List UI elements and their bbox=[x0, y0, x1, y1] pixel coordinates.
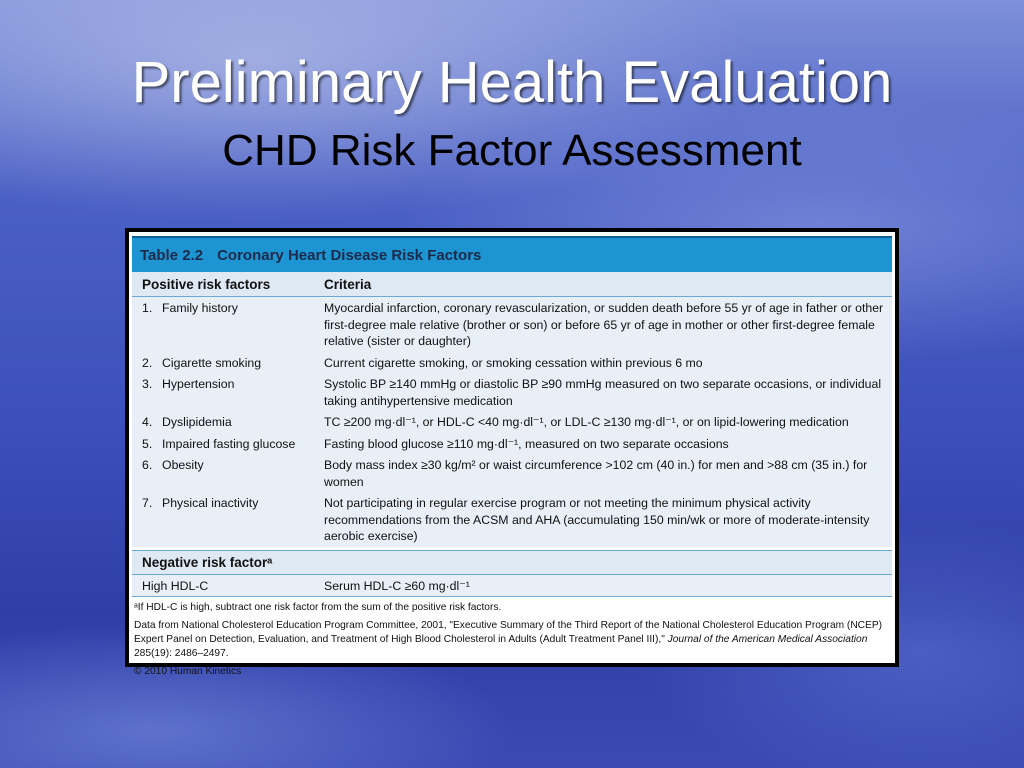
column-header-criteria: Criteria bbox=[324, 276, 372, 292]
row-criteria: Fasting blood glucose ≥110 mg·dl⁻¹, measured on two separate occasions bbox=[324, 436, 729, 451]
table-source bbox=[134, 619, 890, 661]
row-criteria: Body mass index ≥30 kg/m² or waist circumference >102 cm (40 in.) for men and >88 cm (35 in.) for women bbox=[324, 458, 868, 489]
row-number: 6. bbox=[142, 458, 153, 472]
column-headers bbox=[132, 272, 892, 297]
row-criteria: Current cigarette smoking, or smoking cessation within previous 6 mo bbox=[324, 355, 703, 370]
table-row bbox=[132, 297, 892, 352]
row-number: 1. bbox=[142, 301, 153, 315]
row-number: 5. bbox=[142, 436, 153, 451]
table-row bbox=[132, 373, 892, 411]
row-criteria: Systolic BP ≥140 mmHg or diastolic BP ≥90 mmHg measured on two separate occasions, or individual taking antihypertensive medication bbox=[324, 377, 882, 408]
risk-factor-table-image bbox=[125, 228, 899, 677]
row-factor: Impaired fasting glucose bbox=[162, 436, 296, 451]
table-footnote: ᵃIf HDL-C is high, subtract one risk factor from the sum of the positive risk factors. bbox=[134, 602, 502, 613]
row-factor: Physical inactivity bbox=[162, 496, 259, 510]
table-row bbox=[132, 575, 892, 598]
slide-subtitle: CHD Risk Factor Assessment bbox=[222, 126, 802, 175]
table-row bbox=[132, 492, 892, 547]
row-factor: Cigarette smoking bbox=[162, 355, 262, 370]
row-factor: Obesity bbox=[162, 458, 204, 472]
row-factor: Dyslipidemia bbox=[162, 415, 232, 429]
table-row bbox=[132, 352, 892, 374]
table-row bbox=[132, 411, 892, 433]
source-text: Data from National Cholesterol Education Program Committee, 2001, "Executive Summary of the Third Report of the National Cholesterol Education Program (NCEP) Expert Panel on Detection, Evaluation, and Treatment of High Blood Cholesterol in Adults (Adult Treatment Panel III)," bbox=[134, 620, 883, 645]
table-title: Coronary Heart Disease Risk Factors bbox=[217, 246, 482, 264]
row-criteria: Myocardial infarction, coronary revascularization, or sudden death before 55 yr of age in father or other first-degree male relative (brother or son) or before 65 yr of age in mother or other first-degree female relative (sister or daughter) bbox=[324, 301, 884, 348]
row-factor: Family history bbox=[162, 301, 238, 315]
row-factor: High HDL-C bbox=[142, 578, 209, 593]
row-number: 7. bbox=[142, 496, 153, 510]
copyright: © 2010 Human Kinetics bbox=[134, 666, 242, 677]
negative-factor-header: Negative risk factorᵃ bbox=[132, 550, 892, 575]
source-citation: 285(19): 2486–2497. bbox=[134, 648, 229, 659]
row-criteria: Not participating in regular exercise program or not meeting the minimum physical activity recommendations from the ACSM and AHA (accumulating 150 min/wk or more of moderate-intensity aerobic exercise) bbox=[324, 496, 870, 543]
row-number: 3. bbox=[142, 377, 153, 391]
row-criteria: Serum HDL-C ≥60 mg·dl⁻¹ bbox=[324, 578, 470, 593]
table-row bbox=[132, 433, 892, 455]
row-factor: Hypertension bbox=[162, 377, 235, 391]
row-number: 4. bbox=[142, 415, 153, 429]
slide-title: Preliminary Health Evaluation bbox=[131, 50, 893, 115]
table-notes bbox=[132, 597, 892, 679]
row-criteria: TC ≥200 mg·dl⁻¹, or HDL-C <40 mg·dl⁻¹, or LDL-C ≥130 mg·dl⁻¹, or on lipid-lowering medication bbox=[324, 415, 849, 429]
table-header bbox=[132, 236, 892, 272]
table-number: Table 2.2 bbox=[140, 246, 204, 264]
table-row bbox=[132, 454, 892, 492]
column-header-factor: Positive risk factors bbox=[142, 276, 271, 292]
risk-factor-table bbox=[129, 232, 895, 677]
source-journal: Journal of the American Medical Association bbox=[667, 634, 868, 645]
row-number: 2. bbox=[142, 355, 153, 370]
